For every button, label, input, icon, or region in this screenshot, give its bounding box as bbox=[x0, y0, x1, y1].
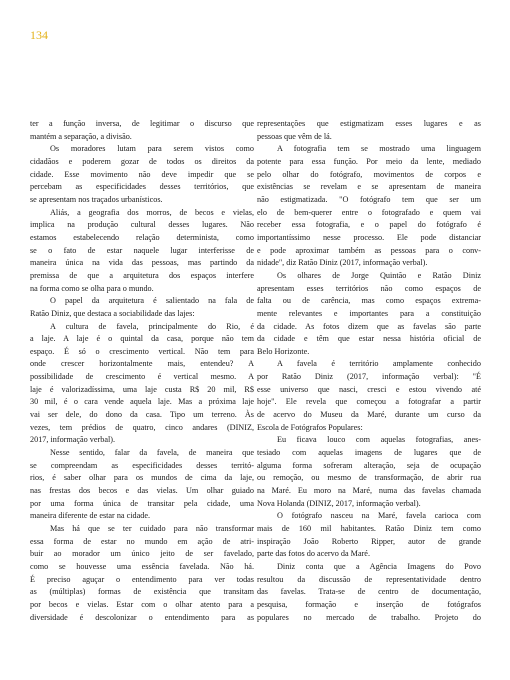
left-text-column bbox=[30, 118, 254, 624]
text-line: não estigmatizada. "O fotógrafo tem que ser um bbox=[257, 194, 481, 204]
text-line: falta ou de carência, mas como espaços extrema- bbox=[257, 296, 481, 306]
text-line: implica na produção cultural desses lugares. Não bbox=[30, 220, 254, 230]
text-line: pesquisa, formação e inserção de fotógrafos bbox=[257, 599, 481, 609]
text-line: esse universo que nasci, cresci e estou vivendo até bbox=[257, 384, 481, 394]
text-line: Diniz conta que a Agência Imagens do Povo bbox=[277, 561, 481, 571]
text-line: buir ao morador um único jeito de ser favelado, bbox=[30, 549, 254, 559]
text-line: elo de bem-querer entre o fotografado e quem vai bbox=[257, 207, 481, 217]
text-line: premissa de que a arquitetura dos espaços interfere bbox=[30, 270, 254, 280]
text-line: Belo Horizonte. bbox=[257, 346, 310, 356]
text-line: Escola de Fotógrafos Populares: bbox=[257, 422, 363, 432]
text-line: espaço. É só o crescimento vertical. Não tem para bbox=[30, 346, 254, 356]
text-line: nas frestas dos becos e das vielas. Um olhar guiado bbox=[30, 486, 254, 496]
text-line: na Maré. Eu moro na Maré, numa das favelas chamada bbox=[257, 486, 481, 496]
text-line: pessoas que vêm de lá. bbox=[257, 131, 332, 141]
text-line: cidade. Esse movimento não deve impedir que se bbox=[30, 169, 254, 179]
text-line: vezes, tem prédios de quatro, cinco andares (DINIZ, bbox=[30, 422, 254, 432]
text-line: onde crescer horizontalmente mais, entendeu? A bbox=[30, 359, 254, 369]
text-line: essa forma de estar no mundo em ação de atri- bbox=[30, 536, 254, 546]
text-line: O fotógrafo nasceu na Maré, favela carioca com bbox=[277, 511, 481, 521]
text-line: ou remoção, ou mesmo de transformação, de abrir rua bbox=[257, 473, 481, 483]
text-line: se o fato de estar naquele lugar interferisse de bbox=[30, 245, 254, 255]
text-line: O papel da arquitetura é salientado na fala de bbox=[50, 296, 254, 306]
text-line: laje é valorizadíssima, uma laje custa R$ 20 mil, R$ bbox=[30, 384, 254, 394]
text-line: estamos estabelecendo relação determinista, como bbox=[30, 232, 254, 242]
text-line: nidade", diz Ratão Diniz (2017, informação verbal). bbox=[257, 258, 428, 268]
text-line: Nesse sentido, falar da favela, de maneira que bbox=[50, 448, 254, 458]
text-line: Eu ficava louco com aquelas fotografias, anes- bbox=[277, 435, 481, 445]
text-line: rios, é saber olhar para os mundos de cima da laje, bbox=[30, 473, 254, 483]
text-line: vai ser dele, do dono da casa. Tipo um terreno. Às bbox=[30, 410, 254, 420]
text-line: as (múltiplas) formas de existência que transitam bbox=[30, 587, 254, 597]
text-line: Ratão Diniz, que destaca a sociabilidade das lajes: bbox=[30, 308, 195, 318]
text-line: por Ratão Diniz (2017, informação verbal): "É bbox=[257, 372, 481, 382]
text-line: resultou da discussão de representatividade dentro bbox=[257, 574, 481, 584]
text-line: potente para essa função. Por meio da lente, mediado bbox=[257, 156, 481, 166]
text-line: por uma forma única de transitar pela cidade, uma bbox=[30, 498, 254, 508]
text-line: por becos e vielas. Estar com o olhar atento para a bbox=[30, 599, 254, 609]
text-line: Os moradores lutam para serem vistos como bbox=[50, 144, 254, 154]
text-line: receber essa fotografia, e o papel do fotógrafo é bbox=[257, 220, 481, 230]
text-line: a laje. A laje é o quintal da casa, porque não tem bbox=[30, 334, 254, 344]
text-line: percebam as especificidades desses territórios, que bbox=[30, 182, 254, 192]
text-line: pelo olhar do fotógrafo, movimentos de corpos e bbox=[257, 169, 481, 179]
text-line: Nova Holanda (DINIZ, 2017, informação verbal). bbox=[257, 498, 421, 508]
text-line: maneira diferente de estar na cidade. bbox=[30, 511, 151, 521]
text-line: A fotografia tem se mostrado uma linguagem bbox=[277, 144, 481, 154]
text-line: inspiração João Roberto Ripper, autor de grande bbox=[257, 536, 481, 546]
text-line: se apresentam nos traçados urbanísticos. bbox=[30, 194, 163, 204]
text-line: Mas há que se ter cuidado para não transformar bbox=[50, 524, 254, 533]
text-line: ter a função inversa, de legitimar o discurso que bbox=[30, 119, 254, 128]
text-line: 30 mil, é o cara vende aquela laje. Mas a próxima laje bbox=[30, 397, 254, 407]
text-line: como se houvesse uma essência favelada. Não há. bbox=[30, 561, 254, 571]
text-line: na forma como se olha para o mundo. bbox=[30, 283, 154, 293]
text-line: mantém a separação, a divisão. bbox=[30, 131, 132, 141]
text-line: alguma forma sofreram alteração, seja de ocupação bbox=[257, 460, 481, 470]
text-line: É preciso aguçar o entendimento para ver todas bbox=[30, 574, 254, 584]
text-line: Aliás, a geografia dos morros, de becos e vielas, bbox=[50, 207, 254, 217]
text-line: possibilidade de crescimento é vertical mesmo. A bbox=[30, 372, 254, 382]
text-line: das favelas. Trata-se de centro de documentação, bbox=[257, 587, 481, 597]
text-line: populares no mercado de trabalho. Projeto do bbox=[257, 612, 481, 622]
text-line: diversidade é descolonizar o entendimento para as bbox=[30, 612, 254, 622]
text-line: 2017, informação verbal). bbox=[30, 435, 116, 445]
text-line: se compreendam as especificidades desses territó- bbox=[30, 460, 254, 470]
text-line: mais de 160 mil habitantes. Ratão Diniz tem como bbox=[257, 524, 481, 533]
text-line: hoje". Ele revela que começou a fotografar a partir bbox=[257, 397, 481, 407]
text-line: A cultura de favela, principalmente do Rio, é bbox=[50, 321, 254, 331]
text-line: A favela é território amplamente conhecido bbox=[277, 359, 481, 369]
text-line: representações que estigmatizam esses lugares e as bbox=[257, 119, 481, 128]
text-line: e pode aproximar também as pessoas para o conv- bbox=[257, 245, 481, 255]
text-line: tesiado com aquelas imagens de lugares que de bbox=[257, 448, 481, 458]
page-number: 134 bbox=[30, 28, 48, 42]
text-line: da cidade. As fotos dizem que as favelas são parte bbox=[257, 321, 481, 331]
right-text-column bbox=[257, 118, 481, 624]
text-line: de acervo do Museu da Maré, durante um curso da bbox=[257, 410, 481, 420]
text-line: maneira única na vida das pessoas, mas partindo da bbox=[30, 258, 254, 268]
text-line: parte das fotos do acervo da Maré. bbox=[257, 549, 370, 559]
text-line: existências se revelam e se apresentam de maneira bbox=[257, 182, 481, 192]
text-line: mente relevantes e importantes para a constituição bbox=[257, 308, 481, 318]
text-line: da cidade e têm que estar nessa história oficial de bbox=[257, 334, 481, 344]
text-line: cidadãos e poderem gozar de todos os direitos da bbox=[30, 156, 254, 166]
text-line: importantíssimo nesse processo. Ele pode distanciar bbox=[257, 232, 481, 242]
text-line: apresentam esses territórios não como espaços de bbox=[257, 283, 481, 293]
text-line: Os olhares de Jorge Quintão e Ratão Diniz bbox=[277, 270, 481, 280]
